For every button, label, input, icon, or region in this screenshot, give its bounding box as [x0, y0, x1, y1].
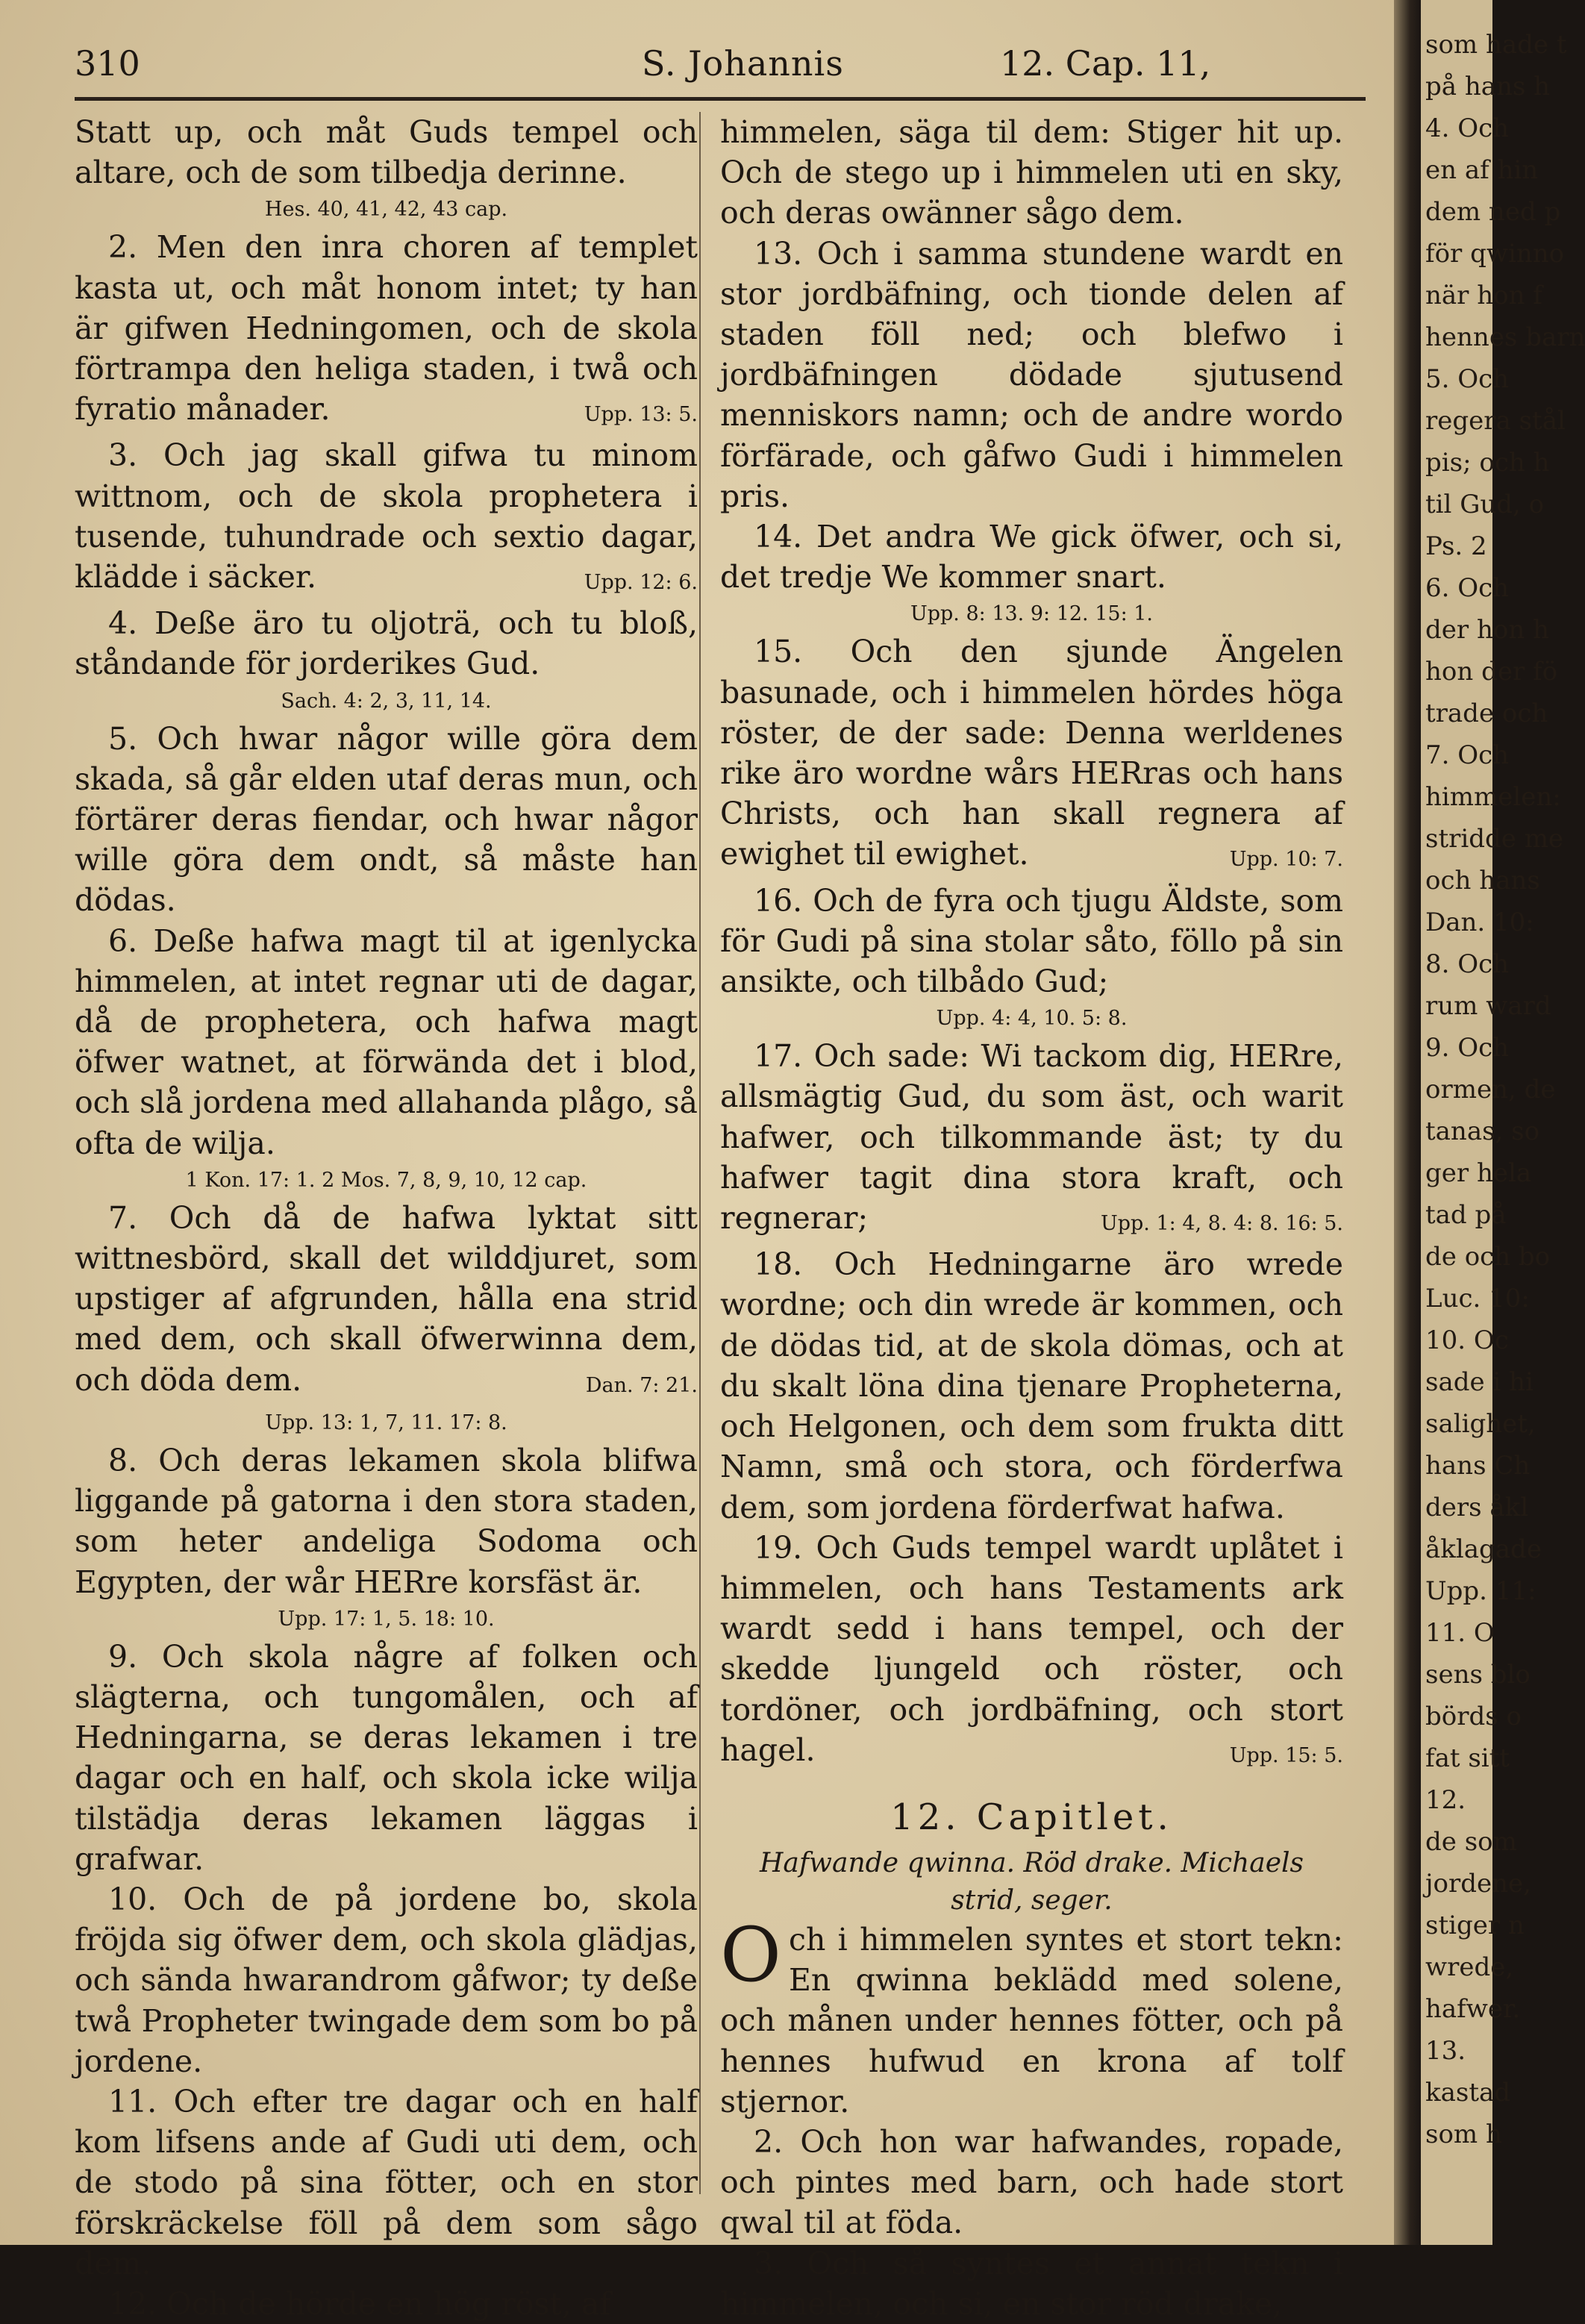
- facing-page-fragment: 6. Och: [1425, 573, 1510, 603]
- cross-reference: Upp. 4: 4, 10. 5: 8.: [936, 1007, 1128, 1031]
- cross-reference: Upp. 8: 13. 9: 12. 15: 1.: [910, 602, 1154, 626]
- facing-page-fragment: hennes barn: [1425, 322, 1585, 352]
- facing-page-fragment: 5. Och: [1425, 364, 1510, 394]
- facing-page-fragment: fat sitt: [1425, 1743, 1510, 1773]
- facing-page-fragment: hans Ch: [1425, 1451, 1531, 1481]
- facing-page-fragment: himmelen:: [1425, 782, 1561, 812]
- facing-page-fragment: 12.: [1425, 1785, 1466, 1815]
- verse: 9. Och skola någre af folken och slägterna, och tungomålen, och af Hedningarna, se deras lekamen i tre dagar och en half, och skola icke wilja tilstädja deras lekamen läggas i grafwar.: [75, 1638, 698, 1877]
- inline-cross-reference: Upp. 1: 4, 8. 4: 8. 16: 5.: [1100, 1212, 1343, 1236]
- verse: 12. Och de hörde en hög röst, af: [108, 2285, 611, 2322]
- facing-page-fragment: tanas, so: [1425, 1116, 1540, 1146]
- facing-page-fragment: ormen, de: [1425, 1075, 1556, 1105]
- facing-page-fragment: 10. Oc: [1425, 1325, 1509, 1355]
- verse: 4. Deße äro tu oljoträ, och tu bloß, ståndande för jorderikes Gud.: [75, 605, 698, 682]
- verse: 10. Och de på jordene bo, skola fröjda sig öfwer dem, och skola glädjas, och sända hwarandrom gåfwor; ty deße twå Propheter twingade dem som bo på jordene.: [75, 1881, 698, 2079]
- cross-reference: Upp. 13: 1, 7, 11. 17: 8.: [265, 1411, 507, 1434]
- inline-cross-reference: Dan. 7: 21.: [585, 1373, 698, 1397]
- verse: 5. Och hwar någor wille göra dem skada, så går elden utaf deras mun, och förtärer deras fiendar, och hwar någor wille göra dem ondt, så måste han dödas.: [75, 720, 698, 919]
- verse: 16. Och de fyra och tjugu Äldste, som för Gudi på sina stolar såto, föllo på sin ansikte, och tilbådo Gud;: [720, 882, 1343, 1000]
- facing-page-fragment: Dan. 10:: [1425, 908, 1534, 937]
- inline-cross-reference: Upp. 13: 5.: [584, 403, 698, 427]
- header-rule: [75, 97, 1366, 101]
- facing-page-fragment: sens blo: [1425, 1660, 1531, 1690]
- facing-page-fragment: salighet,: [1425, 1409, 1536, 1439]
- chapter-heading: 12. Capitlet.: [890, 1796, 1173, 1838]
- facing-page-fragment: på hans h: [1425, 72, 1551, 101]
- verse: 2. Men den inra choren af templet kasta ut, och måt honom intet; ty han är gifwen Hedningomen, och de skola förtrampa den heliga staden, i twå och fyratio månader. Upp. 13: 5.: [75, 227, 698, 435]
- verse: 14. Det andra We gick öfwer, och si, det tredje We kommer snart.: [720, 519, 1343, 596]
- verse: 3. Och jag skall gifwa tu minom wittnom, och de skola prophetera i tusende, tuhundrade och sextio dagar, klädde i säcker. Upp. 12: 6.: [75, 435, 698, 603]
- facing-page-fragment: de som: [1425, 1827, 1517, 1857]
- facing-page-fragment: som hade t: [1425, 30, 1567, 60]
- left-column: [75, 112, 698, 2324]
- verse: 13. Och i samma stundene wardt en stor jordbäfning, och tionde delen af staden föll ned; och blefwo i jordbäfningen dödade sjutusend menniskors namn; och de andre wordo förfärade, och gåfwo Gudi i himmelen pris.: [720, 235, 1343, 514]
- facing-page-fragment: trade och: [1425, 699, 1548, 728]
- chapter-summary: Hafwande qwinna. Röd drake. Michaels strid, seger.: [760, 1847, 1304, 1916]
- inline-cross-reference: Upp. 15: 5.: [1229, 1743, 1343, 1767]
- facing-page-fragment: för qwinno: [1425, 239, 1565, 269]
- verse: 7. Och då de hafwa lyktat sitt wittnesbörd, skall det wilddjuret, som upstiger af afgrunden, hålla ena strid med dem, och skall öfwerwinna dem, och döda dem. Dan. 7: 21.: [75, 1198, 698, 1406]
- cross-reference: 1 Kon. 17: 1. 2 Mos. 7, 8, 9, 10, 12 cap.: [185, 1168, 587, 1192]
- facing-page-fragment: stridde me: [1425, 824, 1564, 854]
- verse: 15. Och den sjunde Ängelen basunade, och i himmelen hördes höga röster, de der sade: Denna werldenes rike äro wordne wårs HERras och hans Christs, och han skall regnera af ewighet til ewighet. Upp. 10: 7.: [720, 631, 1343, 880]
- facing-page-fragment: och hans: [1425, 866, 1540, 896]
- facing-page-fragment: pis; och h: [1425, 448, 1550, 478]
- verse: 2. Och hon war hafwandes, ropade, och pintes med barn, och hade stort qwal til at föda.: [720, 2123, 1343, 2241]
- verse: 8. Och deras lekamen skola blifwa liggande på gatorna i den stora staden, som heter andeliga Sodoma och Egypten, der wår HERre korsfäst är.: [75, 1442, 698, 1600]
- facing-page-fragment: tad på: [1425, 1200, 1507, 1230]
- facing-page-fragment: hafwer.: [1425, 1994, 1521, 2024]
- facing-page-fragment: börds o: [1425, 1702, 1522, 1731]
- facing-page-fragment: åklagade: [1425, 1534, 1542, 1564]
- facing-page-fragment: 11. O: [1425, 1618, 1495, 1648]
- verse: 19. Och Guds tempel wardt uplåtet i himmelen, och hans Testaments ark wardt sedd i hans tempel, och der skedde ljungeld och röster, och tordöner, och jordbäfning, och stort hagel. Upp. 15: 5.: [720, 1528, 1343, 1776]
- facing-page-fragment: regera stål: [1425, 406, 1566, 436]
- facing-page-fragment: 4. Och: [1425, 113, 1510, 143]
- facing-page-fragment: jordene,: [1425, 1869, 1531, 1899]
- facing-page-fragment: när hon f: [1425, 281, 1542, 310]
- facing-page-fragment: en af hin: [1425, 155, 1539, 185]
- facing-page-fragment: Ps. 2: [1425, 531, 1487, 561]
- facing-page-fragment: Luc. 10:: [1425, 1284, 1530, 1314]
- verse: 3. Och så syntes et annat tekn i himmelen, och si, en stor röd drake,: [720, 2245, 1343, 2322]
- page-number: 310: [75, 43, 140, 84]
- running-header: [75, 43, 1343, 96]
- verse: 6. Deße hafwa magt til at igenlycka himmelen, at intet regnar uti de dagar, då de prophetera, och hafwa magt öfwer watnet, at förwända det i blod, och slå jordena med allahanda plågo, så ofta de wilja.: [75, 922, 698, 1161]
- chapter-opening-verse: Och i himmelen syntes et stort tekn: En qwinna beklädd med solene, och månen under hennes fötter, och på hennes hufwud en krona af tolf stjernor.: [720, 1911, 1343, 2120]
- verse: 18. Och Hedningarne äro wrede wordne; och din wrede är kommen, och de dödas tid, at de skola dömas, och at du skalt löna dina tjenare Propheterna, och Helgonen, och dem som frukta ditt Namn, små och stora, och förderfwa dem, som jordena förderfwat hafwa.: [720, 1246, 1343, 1525]
- facing-page-fragment: de och bo: [1425, 1242, 1551, 1272]
- book-title: S. Johannis: [642, 43, 844, 84]
- facing-page-fragment: 13.: [1425, 2036, 1466, 2066]
- facing-page-fragment: hon der fö: [1425, 657, 1558, 687]
- book-gutter: [1394, 0, 1421, 2245]
- facing-page-edge: [1421, 0, 1585, 2245]
- facing-page-fragment: ger hela: [1425, 1158, 1532, 1188]
- cross-reference: Hes. 40, 41, 42, 43 cap.: [264, 198, 508, 222]
- column-divider: [699, 112, 701, 2194]
- inline-cross-reference: Upp. 12: 6.: [584, 571, 698, 595]
- facing-page-fragment: kastad: [1425, 2078, 1511, 2108]
- cross-reference: Upp. 17: 1, 5. 18: 10.: [278, 1607, 495, 1631]
- facing-page-fragment: 7. Och: [1425, 740, 1510, 770]
- facing-page-fragment: dem ned p: [1425, 197, 1561, 227]
- inline-cross-reference: Upp. 10: 7.: [1229, 848, 1343, 872]
- facing-page-fragment: til Gud, o: [1425, 490, 1545, 519]
- facing-page-fragment: Upp. 11:: [1425, 1576, 1536, 1606]
- facing-page-fragment: stiger n: [1425, 1911, 1525, 1940]
- continued-text: himmelen, säga til dem: Stiger hit up. Och de stego up i himmelen uti en sky, och deras owänner sågo dem.: [720, 114, 1343, 231]
- facing-page-fragment: 9. Och: [1425, 1033, 1510, 1063]
- verse: 17. Och sade: Wi tackom dig, HERre, allsmägtig Gud, du som äst, och warit hafwer, och tilkommande äst; ty du hafwer tagit dina stora kraft, och regnerar; Upp. 1: 4, 8. 4: 8. 16: 5.: [720, 1036, 1343, 1244]
- facing-page-fragment: 8. Och: [1425, 949, 1510, 979]
- facing-page-fragment: sade i hi: [1425, 1367, 1534, 1397]
- facing-page-fragment: rum ward: [1425, 991, 1551, 1021]
- cross-reference: Sach. 4: 2, 3, 11, 14.: [281, 689, 492, 713]
- facing-page-fragment: wrede,: [1425, 1952, 1514, 1982]
- facing-page-fragment: ders åkl: [1425, 1493, 1529, 1522]
- chapter-indicator: 12. Cap. 11,: [1000, 43, 1211, 84]
- verse: 11. Och efter tre dagar och en half kom lifsens ande af Gudi uti dem, och de stodo på sina fötter, och en stor förskräckelse föll på dem som sågo dem.: [75, 2083, 698, 2281]
- right-column: [720, 112, 1343, 2324]
- drop-cap: O: [720, 1911, 781, 1999]
- facing-page-fragment: der hon h: [1425, 615, 1549, 645]
- facing-page-fragment: som h: [1425, 2120, 1502, 2149]
- continued-text: Statt up, och måt Guds tempel och altare, och de som tilbedja derinne.: [75, 114, 698, 191]
